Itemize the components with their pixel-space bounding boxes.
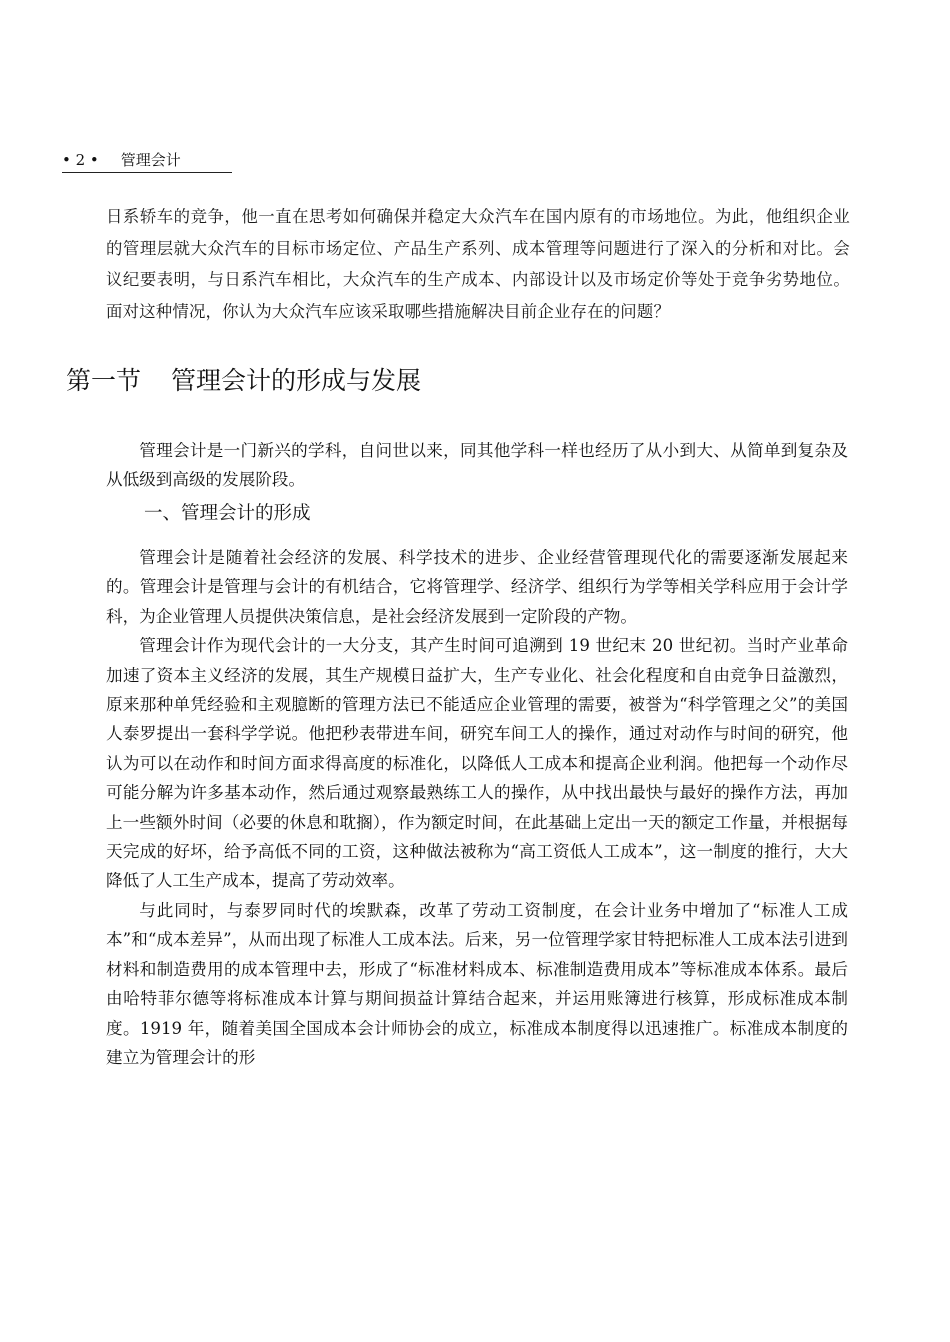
section-title: 管理会计的形成与发展 xyxy=(171,366,422,395)
subsection-heading: 一、管理会计的形成 xyxy=(144,503,311,524)
page-number: • 2 • xyxy=(62,151,99,169)
section-number: 第一节 xyxy=(66,366,142,395)
body-paragraph: 管理会计作为现代会计的一大分支，其产生时间可追溯到 19 世纪末 20 世纪初。当时产业革命加速了资本主义经济的发展，其生产规模日益扩大，生产专业化、社会化程度和自由竞争日益激烈，原来那种单凭经验和主观臆断的管理方法已不能适应企业管理的需要，被誉为“科学管理之父”的美国人泰罗提出一套科学学说。他把秒表带进车间，研究车间工人的操作，通过对动作与时间的研究，他认为可以在动作和时间方面求得高度的标准化，以降低人工成本和提高企业利润。他把每一个动作尽可能分解为许多基本动作，然后通过观察最熟练工人的操作，从中找出最快与最好的操作方法，再加上一些额外时间（必要的休息和耽搁），作为额定时间，在此基础上定出一天的额定工作量，并根据每天完成的好坏，给予高低不同的工资，这种做法被称为“高工资低人工成本”，这一制度的推行，大大降低了人工生产成本，提高了劳动效率。 xyxy=(106,636,848,891)
case-intro-paragraph: 日系轿车的竞争，他一直在思考如何确保并稳定大众汽车在国内原有的市场地位。为此，他组织企业的管理层就大众汽车的目标市场定位、产品生产系列、成本管理等问题进行了深入的分析和对比。会议纪要表明，与日系汽车相比，大众汽车的生产成本、内部设计以及市场定价等处于竞争劣势地位。面对这种情况，你认为大众汽车应该采取哪些措施解决目前企业存在的问题？ xyxy=(106,207,850,321)
body-paragraph: 管理会计是随着社会经济的发展、科学技术的进步、企业经营管理现代化的需要逐渐发展起来的。管理会计是管理与会计的有机结合，它将管理学、经济学、组织行为学等相关学科应用于会计学科，为企业管理人员提供决策信息，是社会经济发展到一定阶段的产物。 xyxy=(106,548,848,626)
running-title: 管理会计 xyxy=(120,151,181,169)
section-heading xyxy=(66,364,421,398)
running-header xyxy=(62,150,232,173)
section-intro-block xyxy=(106,436,848,495)
body-text xyxy=(106,543,848,1072)
body-paragraph: 与此同时，与泰罗同时代的埃默森，改革了劳动工资制度，在会计业务中增加了“标准人工成本”和“成本差异”，从而出现了标准人工成本法。后来，另一位管理学家甘特把标准人工成本法引进到材料和制造费用的成本管理中去，形成了“标准材料成本、标准制造费用成本”等标准成本体系。最后由哈特菲尔德等将标准成本计算与期间损益计算结合起来，并运用账簿进行核算，形成标准成本制度。1919 年，随着美国全国成本会计师协会的成立，标准成本制度得以迅速推广。标准成本制度的建立为管理会计的形 xyxy=(106,900,848,1067)
section-intro-paragraph: 管理会计是一门新兴的学科，自问世以来，同其他学科一样也经历了从小到大、从简单到复杂及从低级到高级的发展阶段。 xyxy=(106,441,848,490)
